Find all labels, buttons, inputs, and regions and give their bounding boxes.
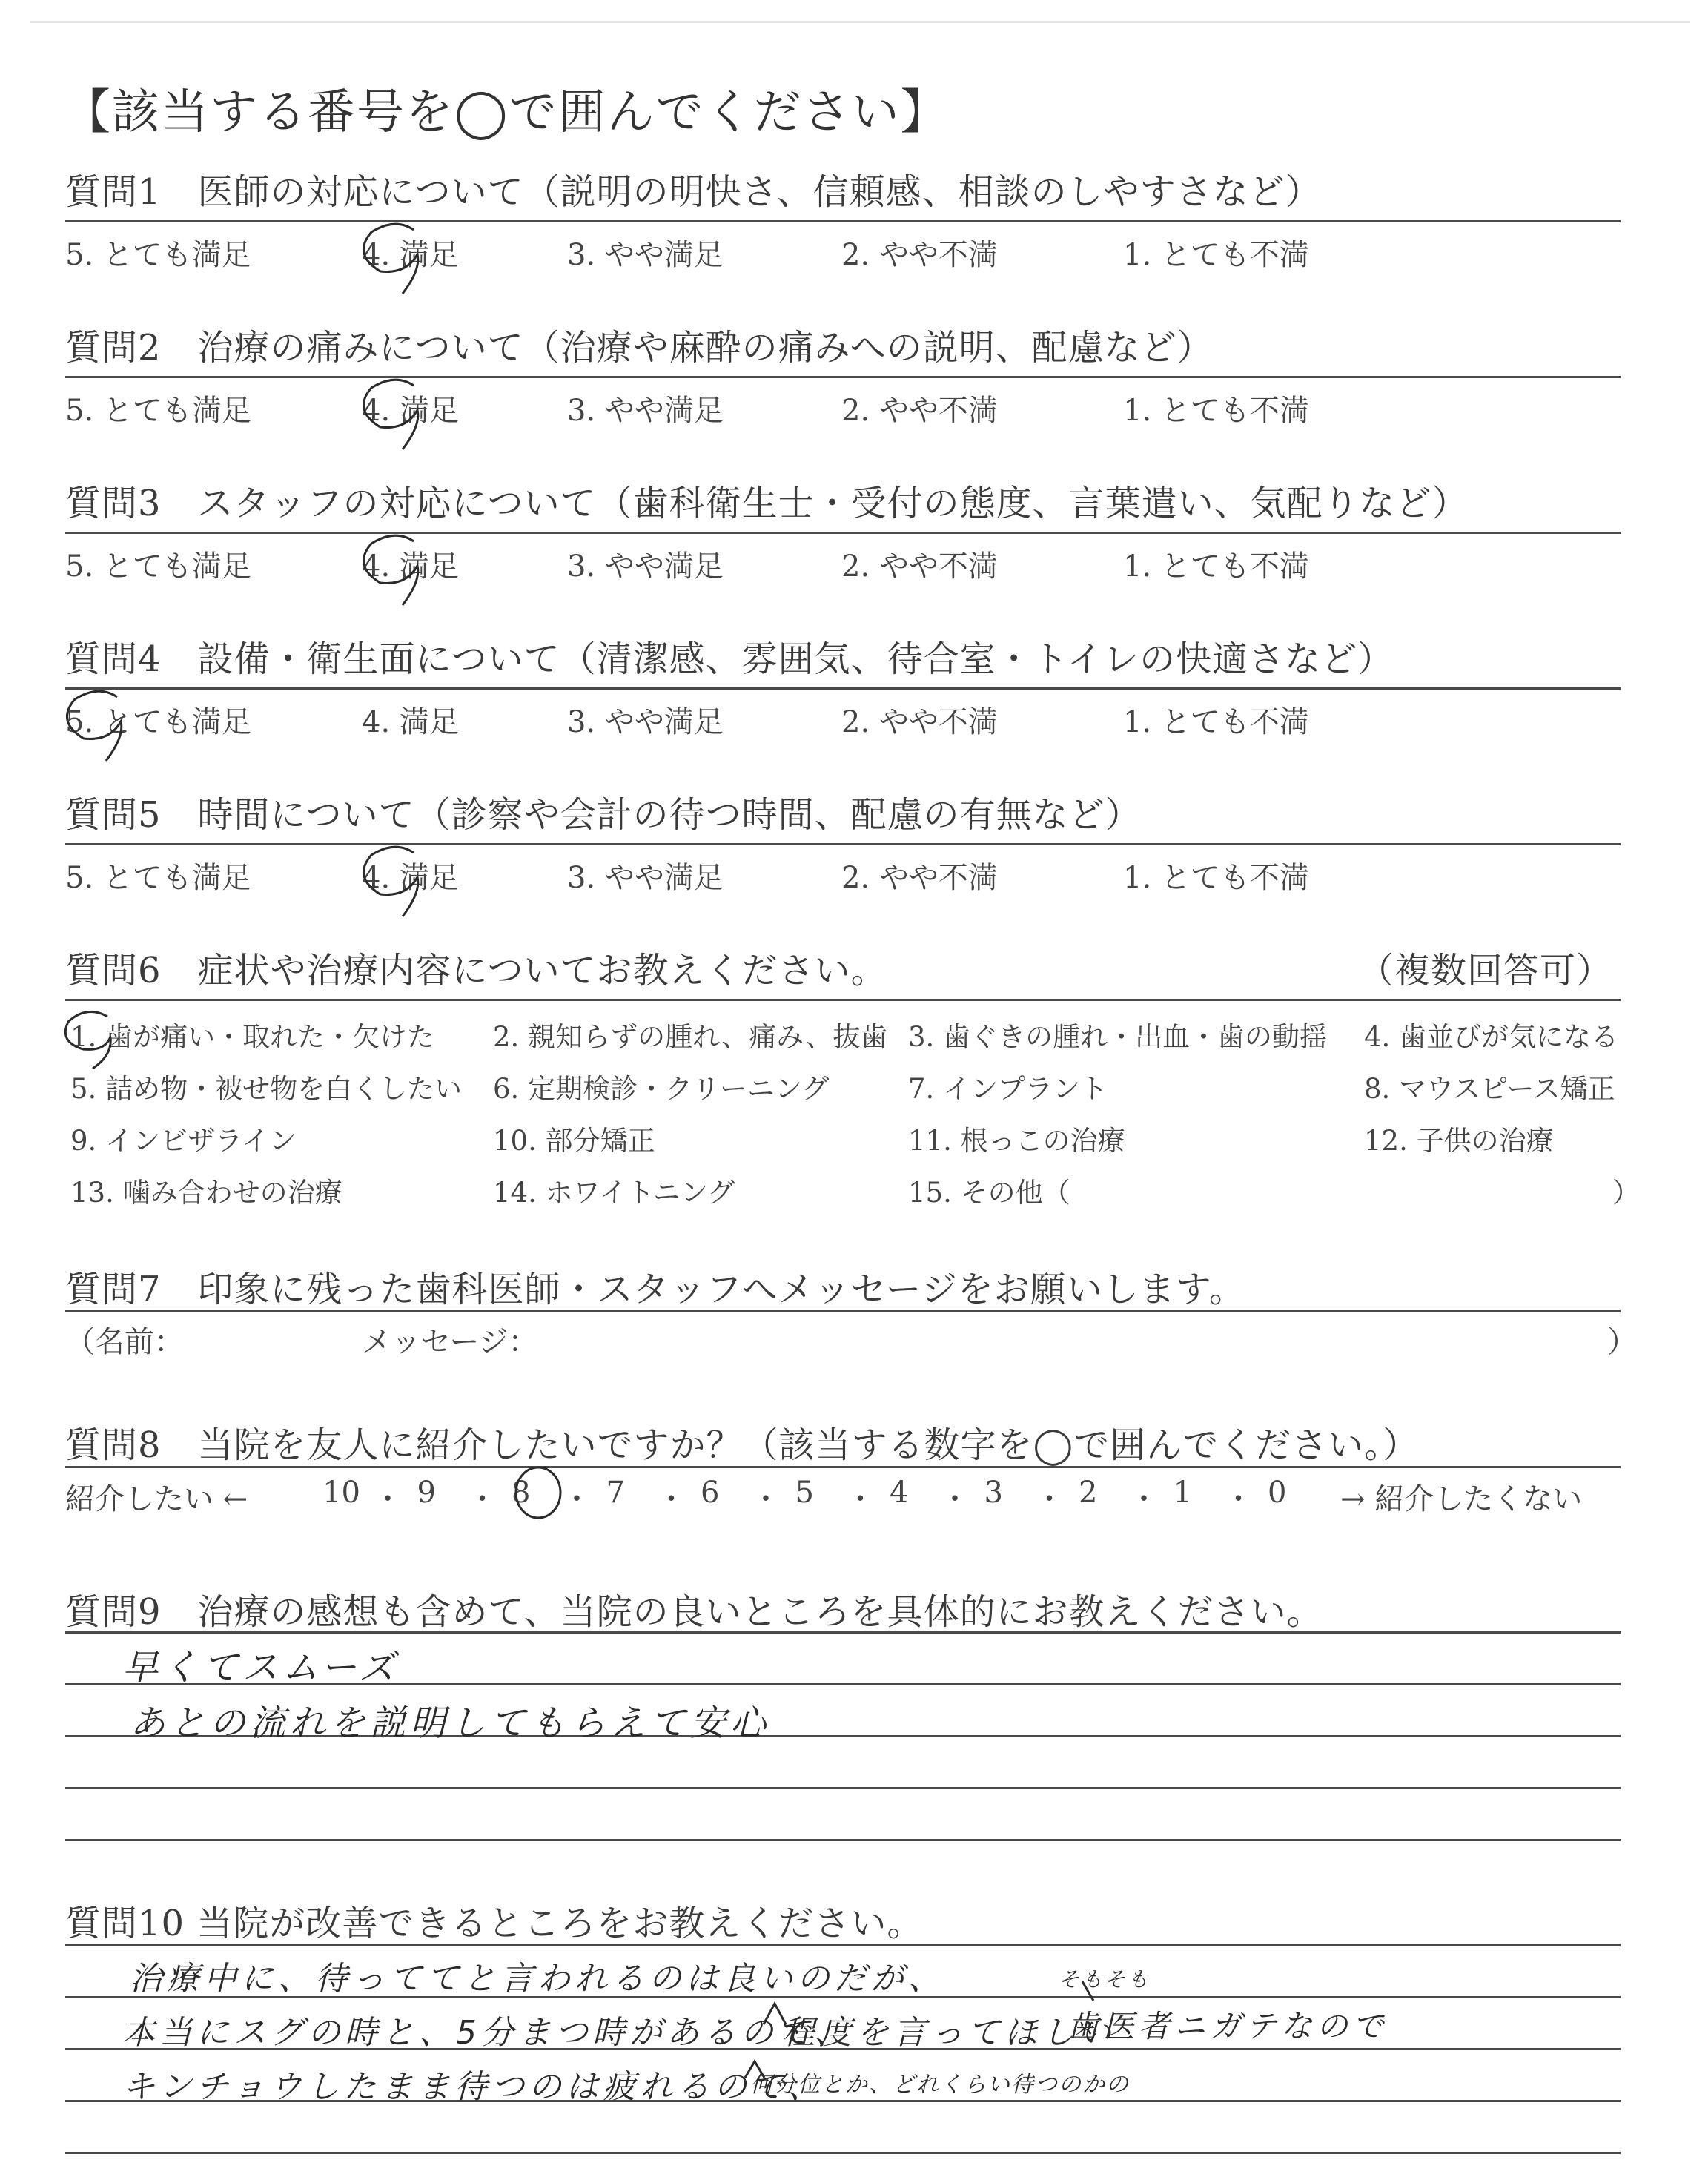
q8-number-10[interactable]: 10: [322, 1476, 360, 1510]
q2-option-2[interactable]: 2. やや不満: [841, 394, 998, 428]
q8-number-2[interactable]: 2: [1079, 1476, 1098, 1510]
q8-separator: ・: [562, 1482, 592, 1516]
q1-option-5[interactable]: 5. とても満足: [65, 238, 251, 272]
q9-line-4: [65, 1787, 1621, 1789]
q10-answer-3-insert: 何分位とか、どれくらい待つのかの: [750, 2072, 1130, 2098]
q10-answer-2: 本当にスグの時と、5分まつ時があるので、: [122, 2014, 852, 2052]
top-border: [30, 21, 1690, 23]
q8-rule: [65, 1466, 1621, 1468]
q5-option-5[interactable]: 5. とても満足: [65, 861, 251, 895]
q4-option-2[interactable]: 2. やや不満: [841, 705, 998, 739]
q6-option-5[interactable]: 5. 詰め物・被せ物を白くしたい: [70, 1073, 463, 1105]
q4-option-4[interactable]: 4. 満足: [362, 705, 459, 739]
q10-line-1: [65, 1944, 1621, 1946]
q4-title: 質問4 設備・衛生面について（清潔感、雰囲気、待合室・トイレの快適さなど）: [65, 638, 1394, 680]
q1-option-3[interactable]: 3. やや満足: [567, 238, 724, 272]
q8-number-4[interactable]: 4: [890, 1476, 909, 1510]
q1-option-2[interactable]: 2. やや不満: [841, 238, 998, 272]
q10-answer-2-tail: 歯医者ニガテなので: [1068, 2008, 1388, 2044]
q6-option-6[interactable]: 6. 定期検診・クリーニング: [493, 1073, 830, 1105]
q9-line-5: [65, 1839, 1621, 1841]
q6-other-close: ）: [1612, 1177, 1640, 1209]
q8-separator: ・: [1129, 1482, 1159, 1516]
q7-name-label: （名前：: [65, 1325, 184, 1359]
q3-option-1[interactable]: 1. とても不満: [1123, 549, 1309, 584]
q4-option-3[interactable]: 3. やや満足: [567, 705, 724, 739]
q8-number-0[interactable]: 0: [1268, 1476, 1287, 1510]
q3-option-3[interactable]: 3. やや満足: [567, 549, 724, 584]
q7-message-label: メッセージ：: [362, 1325, 538, 1359]
q8-separator: ・: [373, 1482, 403, 1516]
q5-option-3[interactable]: 3. やや満足: [567, 861, 724, 895]
q10-line-5: [65, 2152, 1621, 2154]
q2-rule: [65, 376, 1621, 378]
q8-right-label: → 紹介したくない: [1340, 1482, 1583, 1516]
q1-option-1[interactable]: 1. とても不満: [1123, 238, 1309, 272]
q6-rule: [65, 999, 1621, 1001]
q6-option-7[interactable]: 7. インプラント: [908, 1073, 1108, 1105]
q4-rule: [65, 687, 1621, 690]
q3-option-2[interactable]: 2. やや不満: [841, 549, 998, 584]
q6-option-1[interactable]: 1. 歯が痛い・取れた・欠けた: [70, 1021, 435, 1053]
q6-option-3[interactable]: 3. 歯ぐきの腫れ・出血・歯の動揺: [908, 1021, 1328, 1053]
q5-option-2[interactable]: 2. やや不満: [841, 861, 998, 895]
q2-title: 質問2 治療の痛みについて（治療や麻酔の痛みへの説明、配慮など）: [65, 327, 1214, 369]
q6-option-11[interactable]: 11. 根っこの治療: [908, 1125, 1125, 1157]
q2-option-1[interactable]: 1. とても不満: [1123, 394, 1309, 428]
page-header: 【該当する番号を◯で囲んでください】: [63, 85, 950, 140]
q5-title: 質問5 時間について（診察や会計の待つ時間、配慮の有無など）: [65, 794, 1142, 836]
q8-number-1[interactable]: 1: [1173, 1476, 1192, 1510]
q10-answer-3: キンチョウしたまま待つのは疲れるので、: [122, 2068, 825, 2106]
q6-note: （複数回答可）: [1358, 950, 1613, 991]
q9-answer-2: あとの流れを説明してもらえて安心: [130, 1702, 771, 1744]
q6-option-15[interactable]: 15. その他（: [908, 1177, 1070, 1209]
q5-option-1[interactable]: 1. とても不満: [1123, 861, 1309, 895]
q8-number-6[interactable]: 6: [701, 1476, 720, 1510]
q3-option-5[interactable]: 5. とても満足: [65, 549, 251, 584]
q8-left-label: 紹介したい ←: [65, 1482, 248, 1516]
q6-option-2[interactable]: 2. 親知らずの腫れ、痛み、抜歯: [493, 1021, 888, 1053]
q7-title: 質問7 印象に残った歯科医師・スタッフへメッセージをお願いします。: [65, 1269, 1245, 1310]
q1-option-4[interactable]: 4. 満足: [362, 238, 459, 272]
q6-option-9[interactable]: 9. インビザライン: [70, 1125, 297, 1157]
q6-option-4[interactable]: 4. 歯並びが気になる: [1364, 1021, 1619, 1053]
q9-title: 質問9 治療の感想も含めて、当院の良いところを具体的にお教えください。: [65, 1591, 1323, 1633]
q2-option-3[interactable]: 3. やや満足: [567, 394, 724, 428]
q8-separator: ・: [751, 1482, 781, 1516]
q8-separator: ・: [1034, 1482, 1065, 1516]
q5-rule: [65, 843, 1621, 845]
q7-close: ）: [1607, 1325, 1637, 1359]
q8-number-8[interactable]: 8: [512, 1476, 531, 1510]
q4-option-5[interactable]: 5. とても満足: [65, 705, 251, 739]
q2-option-5[interactable]: 5. とても満足: [65, 394, 251, 428]
q10-answer-1: 治療中に、待っててと言われるのは良いのだが、: [130, 1960, 945, 1998]
q8-separator: ・: [845, 1482, 875, 1516]
q1-title: 質問1 医師の対応について（説明の明快さ、信頼感、相談のしやすさなど）: [65, 171, 1322, 213]
q3-rule: [65, 532, 1621, 534]
q8-number-9[interactable]: 9: [417, 1476, 436, 1510]
q9-answer-1: 早くてスムーズ: [122, 1647, 400, 1688]
q8-separator: ・: [656, 1482, 686, 1516]
q8-separator: ・: [467, 1482, 497, 1516]
q10-answer-2-above: そもそも: [1059, 1967, 1151, 1992]
q8-separator: ・: [940, 1482, 970, 1516]
q4-option-1[interactable]: 1. とても不満: [1123, 705, 1309, 739]
q6-option-12[interactable]: 12. 子供の治療: [1364, 1125, 1554, 1157]
q6-title: 質問6 症状や治療内容についてお教えください。: [65, 950, 887, 991]
q6-option-14[interactable]: 14. ホワイトニング: [493, 1177, 735, 1209]
q1-rule: [65, 220, 1621, 222]
q8-number-5[interactable]: 5: [795, 1476, 814, 1510]
q2-option-4[interactable]: 4. 満足: [362, 394, 459, 428]
q6-option-13[interactable]: 13. 噛み合わせの治療: [70, 1177, 342, 1209]
q3-option-4[interactable]: 4. 満足: [362, 549, 459, 584]
q10-answer-2-insert: 程度を言ってほしい: [782, 2014, 1116, 2052]
q3-title: 質問3 スタッフの対応について（歯科衛生士・受付の態度、言葉遣い、気配りなど）: [65, 483, 1469, 524]
q6-option-10[interactable]: 10. 部分矯正: [493, 1125, 655, 1157]
q8-number-7[interactable]: 7: [606, 1476, 625, 1510]
q8-title: 質問8 当院を友人に紹介したいですか？（該当する数字を◯で囲んでください。）: [65, 1424, 1420, 1466]
q9-line-1: [65, 1631, 1621, 1634]
q8-separator: ・: [1223, 1482, 1254, 1516]
q8-number-3[interactable]: 3: [984, 1476, 1003, 1510]
q10-title: 質問10 当院が改善できるところをお教えください。: [65, 1903, 924, 1944]
q6-option-8[interactable]: 8. マウスピース矯正: [1364, 1073, 1615, 1105]
q7-rule: [65, 1310, 1621, 1312]
q5-option-4[interactable]: 4. 満足: [362, 861, 459, 895]
